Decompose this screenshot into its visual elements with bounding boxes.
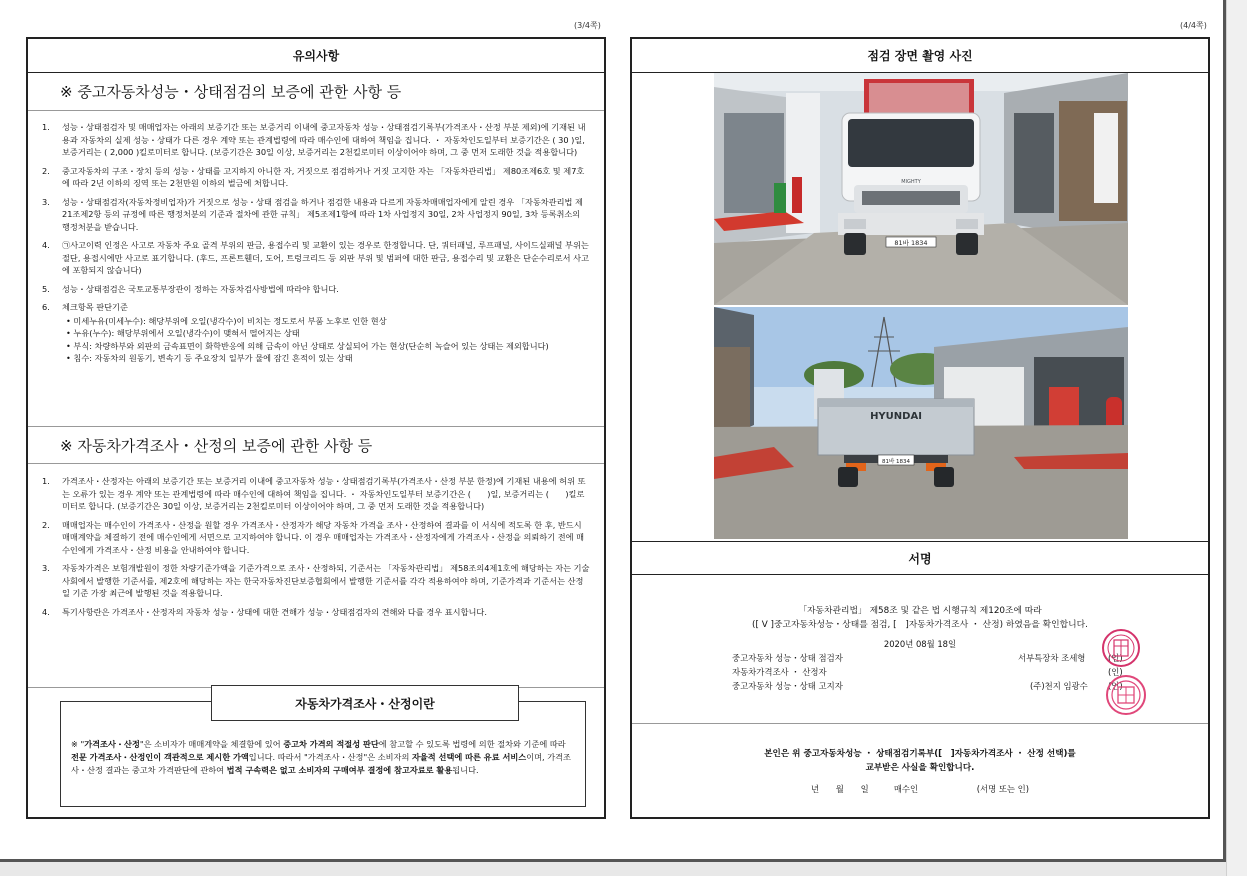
confirm-divider bbox=[632, 723, 1208, 724]
note-number: 4. bbox=[42, 240, 50, 250]
notice-title: 자동차가격조사・산정이란 bbox=[211, 685, 519, 721]
confirm-line-2: 교부받은 사실을 확인합니다. bbox=[865, 763, 975, 773]
vertical-scrollbar[interactable] bbox=[1226, 0, 1247, 876]
criteria-item: • 침수: 자동차의 원동기, 변속기 등 주요장치 일부가 물에 잠긴 흔적이 있는 상태 bbox=[66, 353, 353, 363]
confirm-line-1: 본인은 위 중고자동차성능 ・ 상태점검기록부([ ]자동차가격조사 ・ 산정 선택)를 bbox=[764, 749, 1076, 759]
note-item bbox=[38, 562, 590, 600]
signer-1-mark: (인) bbox=[1108, 653, 1123, 663]
page-number-right: (4/4쪽) bbox=[1180, 21, 1207, 30]
note-number: 3. bbox=[42, 196, 50, 207]
note-number: 3. bbox=[42, 563, 50, 573]
note-item bbox=[38, 283, 590, 296]
section1-title: ※ 중고자동차성능・상태점검의 보증에 관한 사항 등 bbox=[28, 73, 604, 111]
note-item bbox=[38, 165, 590, 190]
note-item bbox=[38, 301, 590, 365]
note-text: 중고자동차의 구조・장치 등의 성능・상태를 고지하지 아니한 자, 거짓으로 점검하거나 거짓 고지한 자는 「자동차관리법」 제80조제6호 및 제7호에 따라 2년 이하의 징역 또는 2천만원 이하의 벌금에 처합니다. bbox=[62, 165, 585, 188]
rear-inspection-photo bbox=[714, 307, 1128, 539]
signer-3-role: 중고자동차 성능・상태 고지자 bbox=[732, 681, 843, 691]
sign-date: 2020년 08월 18일 bbox=[883, 639, 957, 649]
notes-panel bbox=[26, 37, 606, 819]
note-item bbox=[38, 196, 590, 234]
note-item bbox=[38, 121, 590, 159]
signer-1-name: 서부특장차 조세형 bbox=[1018, 653, 1086, 663]
notice-text: ※ "가격조사・산정"은 소비자가 매매계약을 체결함에 있어 중고차 가격의 적절성 판단에 참고할 수 있도록 법령에 의한 절차와 기준에 따라 전문 가격조사・산정인이 객관적으로 제시한 가액입니다. 따라서 "가격조사・산정"은 소비자의 자율적 선택에 따른 유료 서비스이며, 가격조사・산정 결과는 중고차 가격판단에 관하여 법적 구속력은 없고 소비자의 구매여부 결정에 참고자료로 활용됩니다. bbox=[71, 739, 571, 775]
note-text: 성능・상태점검은 국토교통부장관이 정하는 자동차검사방법에 따라야 합니다. bbox=[62, 283, 339, 294]
seal-stamp-2 bbox=[1106, 675, 1146, 715]
note-text: 성능・상태점검자 및 매매업자는 아래의 보증기간 또는 보증거리 이내에 중고자동차 성능・상태점검기록부(가격조사・산정 부분 제외)에 기재된 내용과 자동차의 실제 성능・상태가 다른 경우 계약 또는 관계법령에 따라 매수인에 대하여 책임을 집니다. ・ 자동차인도일부터 보증기간은 ( 30 )일, 보증거리는 ( 2,000 )킬로미터로 합니다. (보증기간은 30일 이상, 보증거리는 2천킬로미터 이상이어야 하며, 그 중 먼저 도래한 것을 적용합니다) bbox=[62, 122, 586, 157]
photo-header: 점검 장면 촬영 사진 bbox=[632, 39, 1208, 73]
signer-3-name: (주)천지 임광수 bbox=[1030, 681, 1088, 691]
criteria-list bbox=[62, 315, 590, 365]
note-text: 매매업자는 매수인이 가격조사・산정을 원할 경우 가격조사・산정자가 해당 자동차 가격을 조사・산정하여 결과를 이 서식에 적도록 한 후, 반드시 매매계약을 체결하기 전에 매수인에게 서면으로 고지하여야 합니다. 이 경우 매매업자는 가격조사・산정자에게 가격조사・산정을 의뢰하기 전에 매수인에게 가격조사・산정 비용을 안내하여야 합니다. bbox=[62, 519, 585, 555]
front-plate: 81바 1834 bbox=[894, 239, 928, 247]
signer-2-mark: (인) bbox=[1108, 667, 1123, 677]
note-number: 2. bbox=[42, 519, 50, 530]
note-number: 1. bbox=[42, 122, 50, 132]
criteria-item: • 누유(누수): 해당부위에서 오일(냉각수)이 맺혀서 떨어지는 상태 bbox=[66, 328, 300, 338]
front-inspection-photo bbox=[714, 73, 1128, 305]
notice-box bbox=[60, 696, 586, 807]
note-number: 4. bbox=[42, 606, 50, 617]
page-number-left: (3/4쪽) bbox=[574, 21, 601, 30]
note-number: 6. bbox=[42, 302, 50, 312]
photo-sign-panel bbox=[630, 37, 1210, 819]
sign-header: 서명 bbox=[632, 541, 1208, 575]
note-item bbox=[38, 519, 590, 557]
note-item bbox=[38, 239, 590, 277]
note-item bbox=[38, 606, 590, 619]
signer-2-role: 자동차가격조사 ・ 산정자 bbox=[732, 667, 827, 677]
note-text: 특기사항란은 가격조사・산정자의 자동차 성능・상태에 대한 견해가 성능・상태점검자의 견해와 다를 경우 표시합니다. bbox=[62, 606, 487, 617]
note-number: 5. bbox=[42, 283, 50, 294]
front-badge: MIGHTY bbox=[901, 179, 921, 185]
note-text: 성능・상태점검자(자동차정비업자)가 거짓으로 성능・상태 점검을 하거나 점검한 내용과 다르게 자동차매매업자에게 알린 경우 「자동차관리법 제21조제2항 등의 규정에 따른 행정처분의 기준과 절차에 관한 규칙」 제5조제1항에 따라 1차 사업정지 30일, 2차 사업정지 90일, 3차 등록취소의 행정처분을 받습니다. bbox=[62, 196, 583, 232]
criteria-item: • 부식: 차량하부와 외판의 금속표면이 화학반응에 의해 금속이 아닌 상태로 상실되어 가는 현상(단순히 녹슬어 있는 상태는 제외합니다) bbox=[66, 340, 549, 351]
note-number: 2. bbox=[42, 165, 50, 176]
note-text: 자동차가격은 보험개발원이 정한 차량기준가액을 기준가격으로 조사・산정하되, 기준서는 「자동차관리법」 제58조의4제1호에 해당하는 자는 기술사회에서 발행한 기준서를, 제2호에 해당하는 자는 한국자동차진단보증협회에서 발행한 기준서를 각각 적용하여야 하며, 기준가격과 기준서는 산정일 기준 가장 최근에 발행된 것을 적용합니다. bbox=[62, 563, 590, 598]
signer-3-mark: (인) bbox=[1108, 681, 1123, 691]
note-item bbox=[38, 475, 590, 513]
note-text: ㉠사고이력 인정은 사고로 자동차 주요 골격 부위의 판금, 용접수리 및 교환이 있는 경우로 한정합니다. 단, 쿼터패널, 루프패널, 사이드실패널 부위는 절단, 용접시에만 사고로 표기합니다. (후드, 프론트휀더, 도어, 트렁크리드 등 외판 부위 및 범퍼에 대한 판금, 용접수리 및 교환은 단순수리로서 사고에 포함되지 않습니다) bbox=[62, 240, 589, 275]
section2-list bbox=[28, 465, 604, 624]
section1-list bbox=[28, 111, 604, 365]
criteria-item: • 미세누유(미세누수): 해당부위에 오일(냉각수)이 비치는 정도로서 부품 노후로 인한 현상 bbox=[66, 315, 387, 326]
notes-header: 유의사항 bbox=[28, 39, 604, 73]
note-number: 1. bbox=[42, 476, 50, 486]
buyer-sign-line: 년 월 일 매수인 (서명 또는 인) bbox=[810, 784, 1030, 794]
rear-plate: 81바 1834 bbox=[881, 459, 911, 465]
declaration-line-1: 「자동차관리법」 제58조 및 같은 법 시행규칙 제120조에 따라 bbox=[798, 606, 1042, 616]
seal-stamp-1 bbox=[1102, 629, 1140, 667]
declaration-line-2: ([ V ]중고자동차성능・상태를 점검, [ ]자동차가격조사 ・ 산정) 하였음을 확인합니다. bbox=[752, 620, 1088, 630]
note-text: 체크항목 판단기준 • 미세누유(미세누수): 해당부위에 오일(냉각수)이 비치는 정도로서 부품 노후로 인한 현상 • 누유(누수): 해당부위에서 오일(냉각수)이 맺혀서 떨어지는 상태 • 부식: 차량하부와 외판의 금속표면이 화학반응에 의해 금속이 아닌 상태로 상실되어 가는 현상(단순히 녹슬어 있는 상태는 제외합니다) • 침수: 자동차의 원동기, 변속기 등 주요장치 일부가 물에 잠긴 흔적이 있는 상태 bbox=[62, 301, 590, 365]
rear-brand: HYUNDAI bbox=[870, 411, 922, 422]
note-text: 가격조사・산정자는 아래의 보증기간 또는 보증거리 이내에 중고자동차 성능・상태점검기록부(가격조사・산정 부분 한정)에 기재된 내용에 허위 또는 오류가 있는 경우 계약 또는 관계법령에 따라 매수인에 대하여 책임을 집니다. ・ 자동차인도일부터 보증기간은 ( )일, 보증거리는 ( )킬로미터로 합니다. (보증기간은 30일 이상, 보증거리는 2천킬로미터 이상이어야 하며, 그 중 먼저 도래한 것을 적용합니다) bbox=[62, 476, 586, 511]
signer-1-role: 중고자동차 성능・상태 점검자 bbox=[732, 653, 843, 663]
section2-title: ※ 자동차가격조사・산정의 보증에 관한 사항 등 bbox=[28, 426, 604, 464]
